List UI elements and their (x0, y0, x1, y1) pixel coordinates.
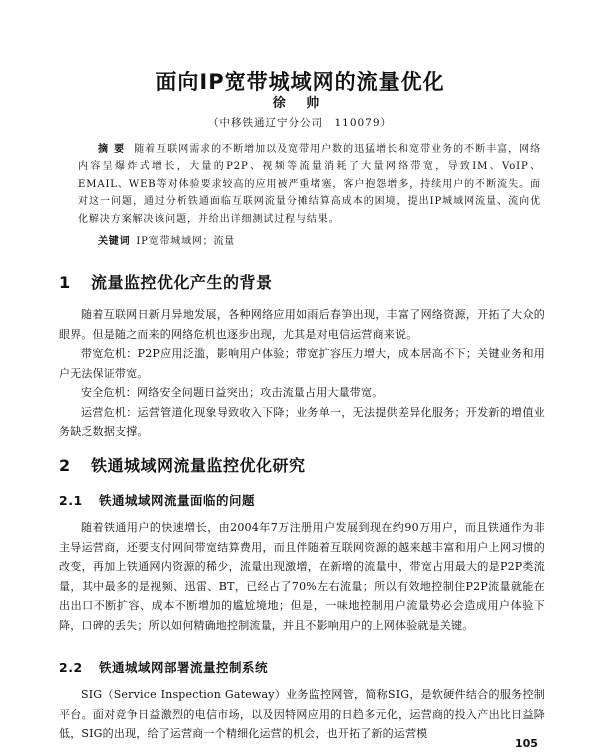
abstract-text: 随着互联网需求的不断增加以及宽带用户数的迅猛增长和宽带业务的不断丰富，网络内容呈爆炸式增长，大量的P2P、视频等流量消耗了大量网络带宽，导致IM、VoIP、EMAIL、WEB等对体验要求较高的应用被严重堵塞，客户抱怨增多，持续用户的不断流失。面对这一问题，通过分析铁通面临互联网流量分摊结算高成本的困境，提出IP城域网流量、流向优化解决方案解决该问题，并给出详细测试过程与结果。 (78, 144, 541, 225)
section-title: 流量监控优化产生的背景 (91, 273, 273, 292)
subsection-number: 2.1 (59, 493, 83, 508)
section-number: 2 (59, 456, 71, 475)
section-title: 铁通城域网流量监控优化研究 (91, 456, 306, 475)
abstract-label: 摘要 (98, 144, 131, 155)
section-2-1-heading (59, 491, 255, 509)
section-2-1-body (59, 518, 545, 635)
keywords-label: 关键词 (98, 236, 131, 247)
section-1-heading (59, 270, 273, 293)
paragraph: 运营危机：运营管道化现象导致收入下降；业务单一，无法提供差异化服务；开发新的增值业务缺乏数据支撑。 (59, 405, 545, 438)
author-name: 徐 帅 (272, 96, 328, 111)
keywords (98, 232, 541, 247)
section-number: 1 (59, 273, 71, 292)
paragraph: SIG（Service Inspection Gateway）业务监控网管，简称SIG，是软硬件结合的服务控制平台。面对竞争日益激烈的电信市场，以及因特网应用的日趋多元化，运营商的投入产出比日益降低，SIG的出现，给了运营商一个精细化运营的机会，也开拓了新的运营模 (59, 688, 545, 740)
subsection-title: 铁通城域网流量面临的问题 (99, 493, 256, 508)
paragraph: 带宽危机：P2P应用泛滥，影响用户体验；带宽扩容压力增大，成本居高不下；关键业务和用户无法保证带宽。 (59, 347, 545, 380)
section-2-2-heading (59, 658, 268, 676)
section-2-2-body (59, 685, 545, 744)
paragraph: 随着铁通用户的快速增长，由2004年7万注册用户发展到现在约90万用户，而且铁通作为非主导运营商，还要支付网间带宽结算费用，而且伴随着互联网资源的越来越丰富和用户上网习惯的改变，再加上铁通网内资源的稀少，流量出现激增，在新增的流量中，带宽占用最大的是P2P类流量，其中最多的是视频、迅雷、BT，已经占了70%左右流量；所以有效地控制住P2P流量就能在出出口不断扩容、成本不断增加的尴尬境地；但是，一味地控制用户流量势必会造成用户体验下降，口碑的丢失；所以如何精确地控制流量，并且不影响用户的上网体验就是关键。 (59, 521, 545, 632)
subsection-title: 铁通城域网部署流量控制系统 (99, 660, 269, 675)
section-1-body (59, 305, 545, 442)
page-number: 105 (515, 737, 538, 750)
abstract (78, 141, 541, 228)
paper-title: 面向IP宽带城域网的流量优化 (155, 70, 445, 94)
keywords-text: IP宽带城域网；流量 (136, 236, 236, 247)
paragraph: 随着互联网日新月异地发展，各种网络应用如雨后春笋出现，丰富了网络资源，开拓了大众的眼界。但是随之而来的网络危机也逐步出现，尤其是对电信运营商来说。 (59, 308, 545, 341)
section-2-heading (59, 453, 306, 476)
subsection-number: 2.2 (59, 660, 83, 675)
author-affiliation: （中移铁通辽宁分公司 110079） (207, 117, 393, 129)
paragraph: 安全危机：网络安全问题日益突出；攻击流量占用大量带宽。 (81, 386, 384, 399)
